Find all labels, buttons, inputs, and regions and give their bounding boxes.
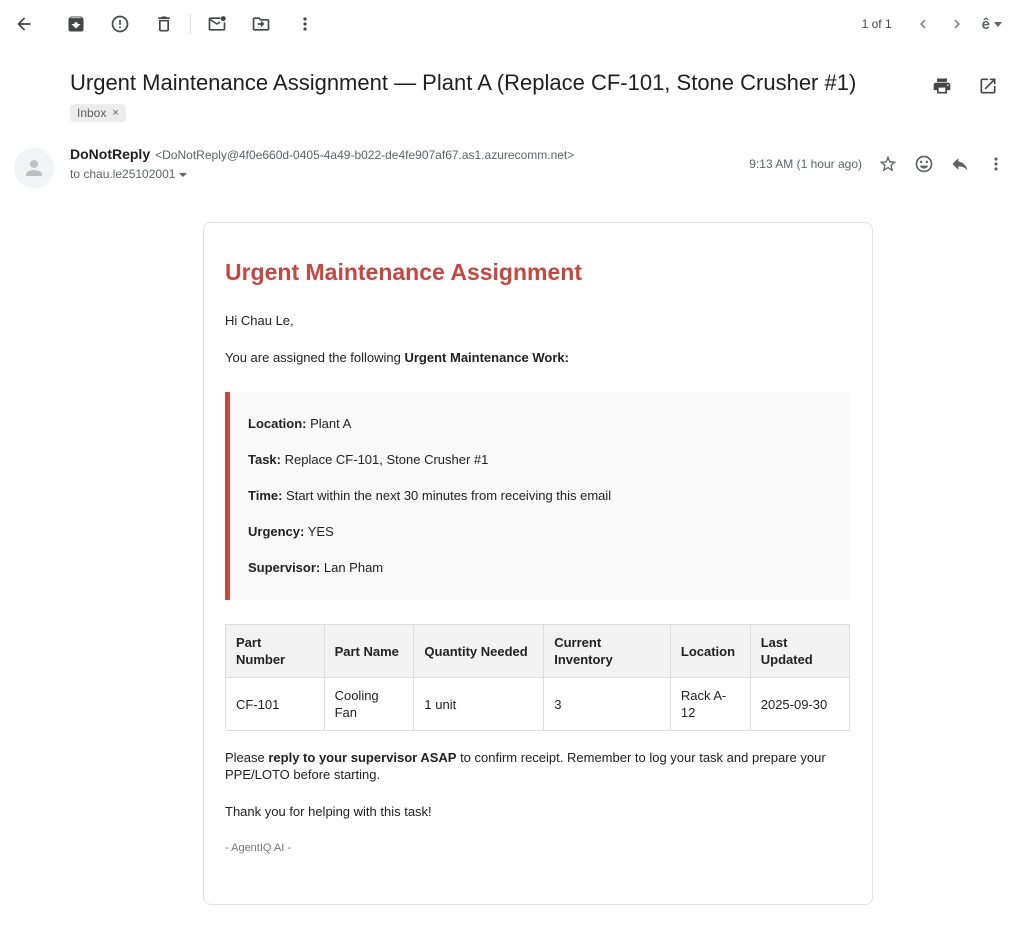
print-icon[interactable] — [924, 68, 960, 104]
report-spam-icon[interactable] — [102, 6, 138, 42]
pagination-counter: 1 of 1 — [861, 17, 892, 31]
subject-row — [70, 68, 1010, 104]
thanks-text: Thank you for helping with this task! — [225, 804, 432, 819]
greeting-text: Hi Chau Le, — [225, 313, 294, 328]
email-subject: Urgent Maintenance Assignment — Plant A (Replace CF-101, Stone Crusher #1) — [70, 70, 857, 95]
message-more-options-icon[interactable] — [978, 146, 1014, 182]
sender-name: DoNotReply — [70, 146, 151, 162]
email-heading: Urgent Maintenance Assignment — [225, 259, 582, 285]
open-in-new-icon[interactable] — [970, 68, 1006, 104]
cell-part-name: Cooling Fan — [324, 678, 414, 731]
cell-last-updated: 2025-09-30 — [750, 678, 849, 731]
outro-text: Please reply to your supervisor ASAP to confirm receipt. Remember to log your task and prepare your PPE/LOTO before starting. — [225, 750, 826, 782]
cell-location: Rack A-12 — [670, 678, 750, 731]
header-part-name: Part Name — [324, 625, 414, 678]
sender-avatar — [14, 148, 54, 188]
newer-chevron-left-icon[interactable] — [906, 7, 940, 41]
intro-text: You are assigned the following Urgent Maintenance Work: — [225, 350, 569, 365]
mark-unread-icon[interactable] — [199, 6, 235, 42]
email-body-card — [203, 222, 873, 905]
detail-location: Location: Plant A — [248, 416, 352, 431]
input-tools-icon[interactable]: ê — [974, 6, 1010, 42]
archive-icon[interactable] — [58, 6, 94, 42]
parts-table — [225, 624, 850, 731]
move-to-folder-icon[interactable] — [243, 6, 279, 42]
recipient-details-toggle[interactable] — [70, 167, 574, 181]
detail-urgency: Urgency: YES — [248, 524, 334, 539]
recipient-text: to chau.le25102001 — [70, 167, 176, 181]
reply-icon[interactable] — [942, 146, 978, 182]
detail-task: Task: Replace CF-101, Stone Crusher #1 — [248, 452, 489, 467]
inbox-label-text: Inbox — [77, 106, 107, 120]
detail-time: Time: Start within the next 30 minutes from receiving this email — [248, 488, 612, 503]
signature-text: - AgentIQ AI - — [225, 842, 292, 854]
toolbar-divider — [190, 14, 191, 34]
sender-address: <DoNotReply@4f0e660d-0405-4a49-b022-de4fe907af67.as1.azurecomm.net> — [155, 148, 575, 162]
cell-quantity-needed: 1 unit — [414, 678, 544, 731]
parts-table-header-row — [226, 625, 850, 678]
more-options-icon[interactable] — [287, 6, 323, 42]
delete-icon[interactable] — [146, 6, 182, 42]
back-arrow-icon[interactable] — [6, 6, 42, 42]
header-current-inventory: Current Inventory — [544, 625, 671, 678]
older-chevron-right-icon[interactable] — [940, 7, 974, 41]
emoji-reaction-icon[interactable] — [906, 146, 942, 182]
cell-part-number: CF-101 — [226, 678, 325, 731]
detail-supervisor: Supervisor: Lan Pham — [248, 560, 384, 575]
header-location: Location — [670, 625, 750, 678]
chevron-down-icon — [994, 22, 1002, 27]
email-toolbar — [0, 4, 1024, 44]
inbox-label-chip[interactable] — [70, 104, 126, 122]
star-icon[interactable] — [870, 146, 906, 182]
header-last-updated: Last Updated — [750, 625, 849, 678]
assignment-detail-box — [225, 392, 850, 600]
person-icon — [22, 156, 46, 180]
email-timestamp: 9:13 AM (1 hour ago) — [749, 157, 862, 171]
cell-current-inventory: 3 — [544, 678, 671, 731]
table-row — [226, 678, 850, 731]
header-quantity-needed: Quantity Needed — [414, 625, 544, 678]
header-part-number: Part Number — [226, 625, 325, 678]
chevron-down-icon — [179, 173, 187, 177]
remove-label-icon[interactable]: × — [112, 107, 119, 119]
